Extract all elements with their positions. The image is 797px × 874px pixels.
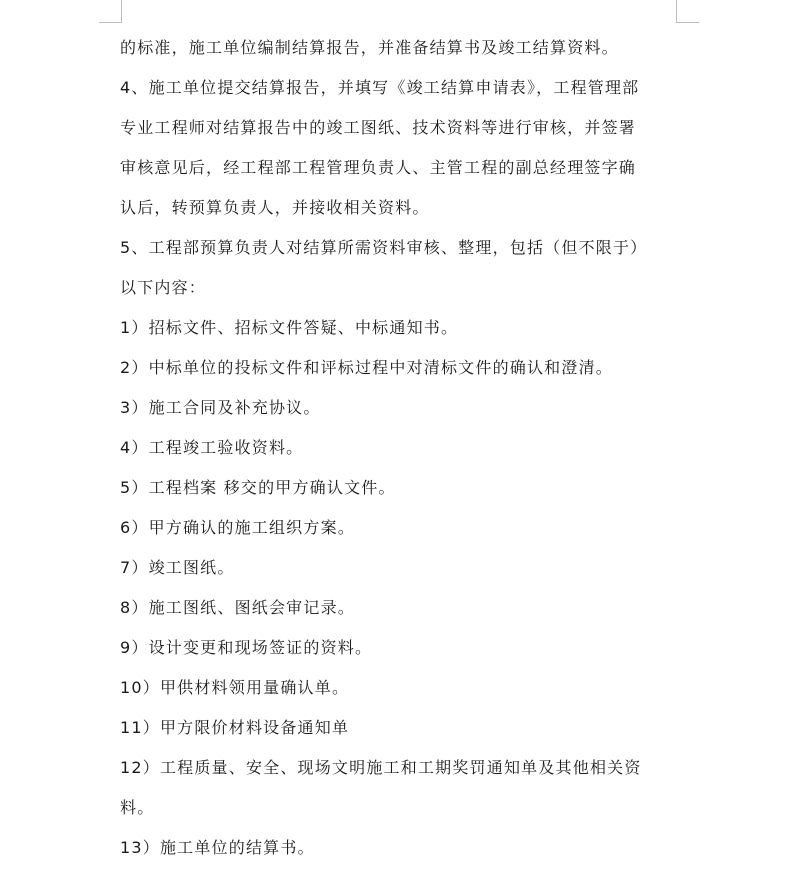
text-line: 5、工程部预算负责人对结算所需资料审核、整理，包括（但不限于）: [120, 238, 648, 257]
list-item: 4）工程竣工验收资料。: [120, 438, 304, 457]
list-item: 6）甲方确认的施工组织方案。: [120, 518, 355, 537]
text-line: 审核意见后，经工程部工程管理负责人、主管工程的副总经理签字确: [120, 158, 637, 177]
text-line: 专业工程师对结算报告中的竣工图纸、技术资料等进行审核，并签署: [120, 118, 637, 137]
list-item: 8）施工图纸、图纸会审记录。: [120, 598, 355, 617]
list-item: 1）招标文件、招标文件答疑、中标通知书。: [120, 318, 459, 337]
list-item: 13）施工单位的结算书。: [120, 838, 315, 857]
page-corner-marker-left: [99, 0, 122, 23]
list-item: 3）施工合同及补充协议。: [120, 398, 321, 417]
page-corner-marker-right: [676, 0, 699, 23]
text-line: 以下内容：: [120, 278, 207, 297]
list-item: 2）中标单位的投标文件和评标过程中对清标文件的确认和澄清。: [120, 358, 613, 377]
list-item: 11）甲方限价材料设备通知单: [120, 718, 350, 737]
list-item: 7）竣工图纸。: [120, 558, 235, 577]
text-line: 认后，转预算负责人，并接收相关资料。: [120, 198, 430, 217]
text-line: 的标准，施工单位编制结算报告，并准备结算书及竣工结算资料。: [120, 38, 619, 57]
document-page: [120, 28, 692, 868]
text-line: 4、施工单位提交结算报告，并填写《竣工结算申请表》，工程管理部: [120, 78, 640, 97]
list-item: 12）工程质量、安全、现场文明施工和工期奖罚通知单及其他相关资: [120, 758, 642, 777]
list-item: 10）甲供材料领用量确认单。: [120, 678, 350, 697]
list-item: 9）设计变更和现场签证的资料。: [120, 638, 373, 657]
list-item: 料。: [120, 798, 155, 817]
list-item: 5）工程档案 移交的甲方确认文件。: [120, 478, 396, 497]
